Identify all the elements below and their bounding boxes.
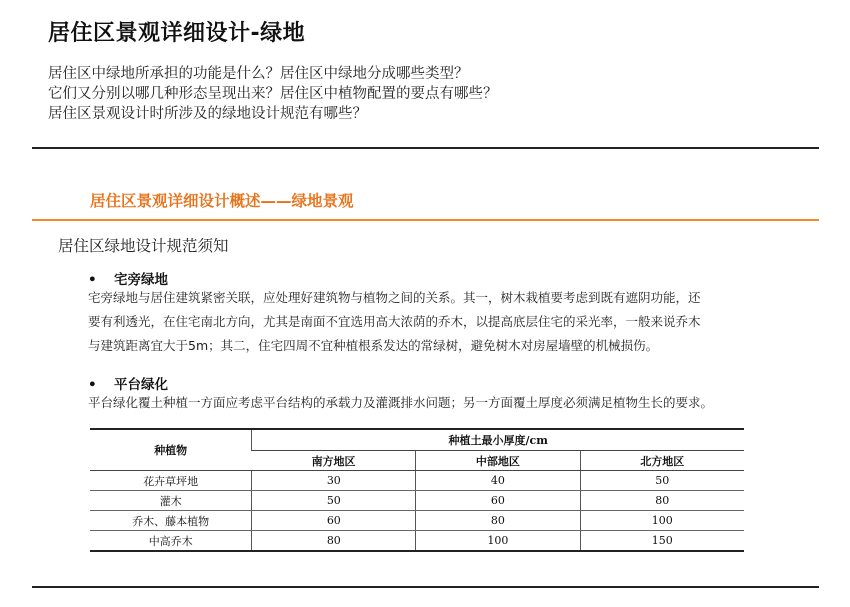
table-row — [90, 491, 744, 511]
soil-thickness-table — [90, 428, 744, 552]
bullet-heading-label: 宅旁绿地 — [114, 272, 168, 288]
bullet-heading-label: 平台绿化 — [114, 377, 168, 393]
bullet-marker: • — [88, 272, 97, 288]
table-cell-value: 50 — [252, 491, 416, 511]
table-cell-value: 150 — [580, 531, 744, 552]
table-header-region: 中部地区 — [416, 451, 580, 471]
intro-questions — [48, 64, 808, 124]
table-cell-plant: 中高乔木 — [90, 531, 252, 552]
table-cell-value: 50 — [580, 471, 744, 491]
bullet-paragraph-platform-green — [88, 391, 768, 415]
table-cell-value: 100 — [580, 511, 744, 531]
paragraph-line: 要有利透光，在住宅南北方向，尤其是南面不宜选用高大浓荫的乔木，以提高底层住宅的采光率，一般来说乔木 — [88, 314, 701, 329]
table-cell-value: 100 — [416, 531, 580, 552]
table-row — [90, 471, 744, 491]
paragraph-line: 宅旁绿地与居住建筑紧密关联，应处理好建筑物与植物之间的关系。其一，树木栽植要考虑到既有遮阴功能，还 — [88, 290, 701, 305]
paragraph-line: 平台绿化覆土种植一方面应考虑平台结构的承载力及灌溉排水问题；另一方面覆土厚度必须满足植物生长的要求。 — [88, 395, 714, 410]
table-cell-value: 60 — [252, 511, 416, 531]
bullet-heading-platform-green — [88, 373, 168, 393]
page-title: 居住区景观详细设计-绿地 — [48, 21, 306, 46]
intro-line: 它们又分别以哪几种形态呈现出来？居住区中植物配置的要点有哪些？ — [48, 86, 498, 102]
top-divider — [32, 147, 819, 149]
table-header-region: 北方地区 — [580, 451, 744, 471]
table-cell-plant: 灌木 — [90, 491, 252, 511]
paragraph-line: 与建筑距离宜大于5m；其二，住宅四周不宜种植根系发达的常绿树，避免树木对房屋墙壁的机械损伤。 — [88, 338, 659, 353]
table-cell-value: 80 — [252, 531, 416, 552]
table-header-plant: 种植物 — [90, 429, 252, 471]
table-header-thickness: 种植土最小厚度/cm — [252, 429, 744, 451]
bullet-heading-residential-green — [88, 268, 168, 288]
table-cell-plant: 花卉草坪地 — [90, 471, 252, 491]
bullet-paragraph-residential-green — [88, 286, 768, 358]
bullet-marker: • — [88, 377, 97, 393]
table-row — [90, 511, 744, 531]
section-title: 居住区景观详细设计概述——绿地景观 — [90, 192, 354, 210]
table-header-region: 南方地区 — [252, 451, 416, 471]
table-cell-value: 30 — [252, 471, 416, 491]
table-cell-value: 80 — [416, 511, 580, 531]
table-cell-value: 60 — [416, 491, 580, 511]
intro-line: 居住区景观设计时所涉及的绿地设计规范有哪些？ — [48, 106, 367, 122]
table-cell-value: 80 — [580, 491, 744, 511]
section-divider — [32, 219, 819, 221]
table-cell-value: 40 — [416, 471, 580, 491]
table-row — [90, 531, 744, 552]
soil-table — [90, 428, 744, 552]
subsection-title: 居住区绿地设计规范须知 — [58, 237, 229, 255]
bottom-divider — [32, 586, 819, 588]
table-cell-plant: 乔木、藤本植物 — [90, 511, 252, 531]
intro-line: 居住区中绿地所承担的功能是什么？居住区中绿地分成哪些类型？ — [48, 66, 469, 82]
